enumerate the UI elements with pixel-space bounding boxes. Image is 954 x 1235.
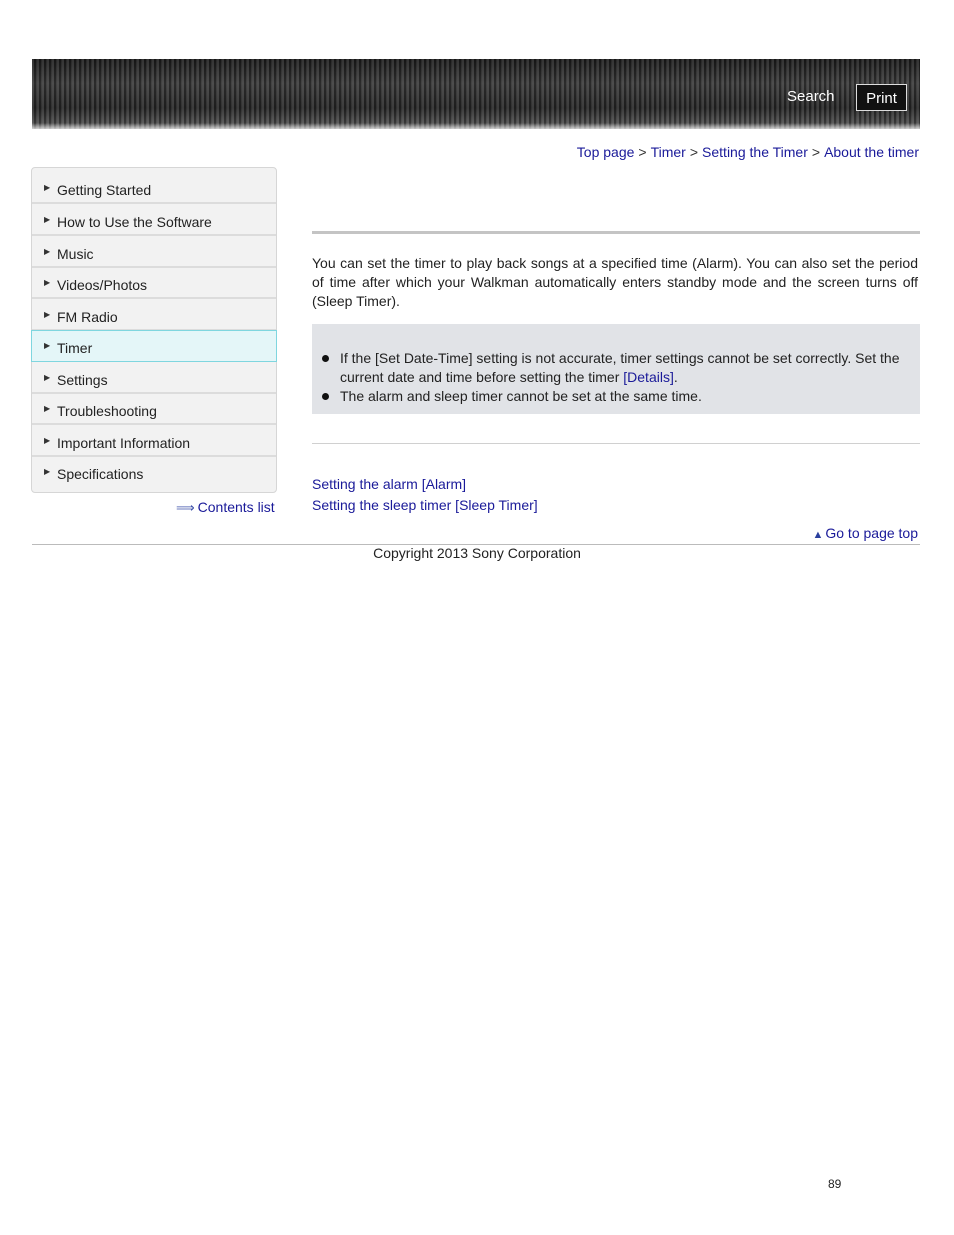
triangle-right-icon: ▶	[44, 341, 51, 350]
search-link[interactable]: Search	[787, 88, 835, 105]
breadcrumb-setting-the-timer[interactable]: Setting the Timer	[702, 144, 808, 160]
copyright-text: Copyright 2013 Sony Corporation	[373, 545, 581, 561]
triangle-right-icon: ▶	[44, 436, 51, 445]
go-to-page-top-link[interactable]: ▲ Go to page top	[812, 525, 918, 541]
title-divider	[312, 231, 920, 234]
sidebar-item-how-to-use-the-software[interactable]: ▶ How to Use the Software	[32, 205, 276, 236]
breadcrumb: Top page > Timer > Setting the Timer > About the timer	[576, 144, 919, 160]
triangle-right-icon: ▶	[44, 247, 51, 256]
bullet-icon	[322, 393, 329, 400]
arrow-right-icon: ⟹	[176, 500, 195, 515]
sidebar-item-important-information[interactable]: ▶ Important Information	[32, 426, 276, 457]
note-list	[322, 349, 906, 406]
note-box	[312, 324, 920, 414]
contents-list-link[interactable]: ⟹ Contents list	[176, 499, 275, 515]
related-links	[312, 474, 538, 516]
sidebar-item-videos-photos[interactable]: ▶ Videos/Photos	[32, 268, 276, 299]
breadcrumb-timer[interactable]: Timer	[650, 144, 686, 160]
header-bar	[32, 59, 920, 129]
triangle-right-icon: ▶	[44, 373, 51, 382]
note-item: The alarm and sleep timer cannot be set at the same time.	[322, 387, 906, 406]
sidebar-item-fm-radio[interactable]: ▶ FM Radio	[32, 300, 276, 331]
sidebar-item-specifications[interactable]: ▶ Specifications	[32, 457, 276, 488]
setting-alarm-link[interactable]: Setting the alarm [Alarm]	[312, 476, 467, 492]
setting-sleep-timer-link[interactable]: Setting the sleep timer [Sleep Timer]	[312, 497, 538, 513]
triangle-right-icon: ▶	[44, 404, 51, 413]
intro-paragraph: You can set the timer to play back songs at a specified time (Alarm). You can also set the period of time after which your Walkman automatically enters standby mode and the screen turns off (Sleep Timer).	[312, 255, 918, 309]
triangle-right-icon: ▶	[44, 183, 51, 192]
page-number: 89	[828, 1177, 842, 1191]
sidebar-item-music[interactable]: ▶ Music	[32, 237, 276, 268]
triangle-up-icon: ▲	[812, 529, 824, 541]
sidebar-item-getting-started[interactable]: ▶ Getting Started	[32, 173, 276, 204]
breadcrumb-top-page[interactable]: Top page	[576, 144, 635, 160]
sidebar-item-timer[interactable]: ▶ Timer	[31, 330, 277, 362]
triangle-right-icon: ▶	[44, 215, 51, 224]
breadcrumb-about-the-timer[interactable]: About the timer	[824, 144, 919, 160]
triangle-right-icon: ▶	[44, 278, 51, 287]
triangle-right-icon: ▶	[44, 467, 51, 476]
sidebar-item-troubleshooting[interactable]: ▶ Troubleshooting	[32, 394, 276, 425]
details-link[interactable]: [Details]	[623, 369, 674, 385]
section-divider	[312, 443, 920, 444]
note-item: If the [Set Date-Time] setting is not accurate, timer settings cannot be set correctly. Set the current date and time before setting the timer [Details].	[322, 349, 906, 387]
sidebar-nav	[31, 167, 277, 493]
sidebar-item-settings[interactable]: ▶ Settings	[32, 363, 276, 394]
triangle-right-icon: ▶	[44, 310, 51, 319]
bullet-icon	[322, 355, 329, 362]
print-button[interactable]: Print	[856, 84, 907, 111]
